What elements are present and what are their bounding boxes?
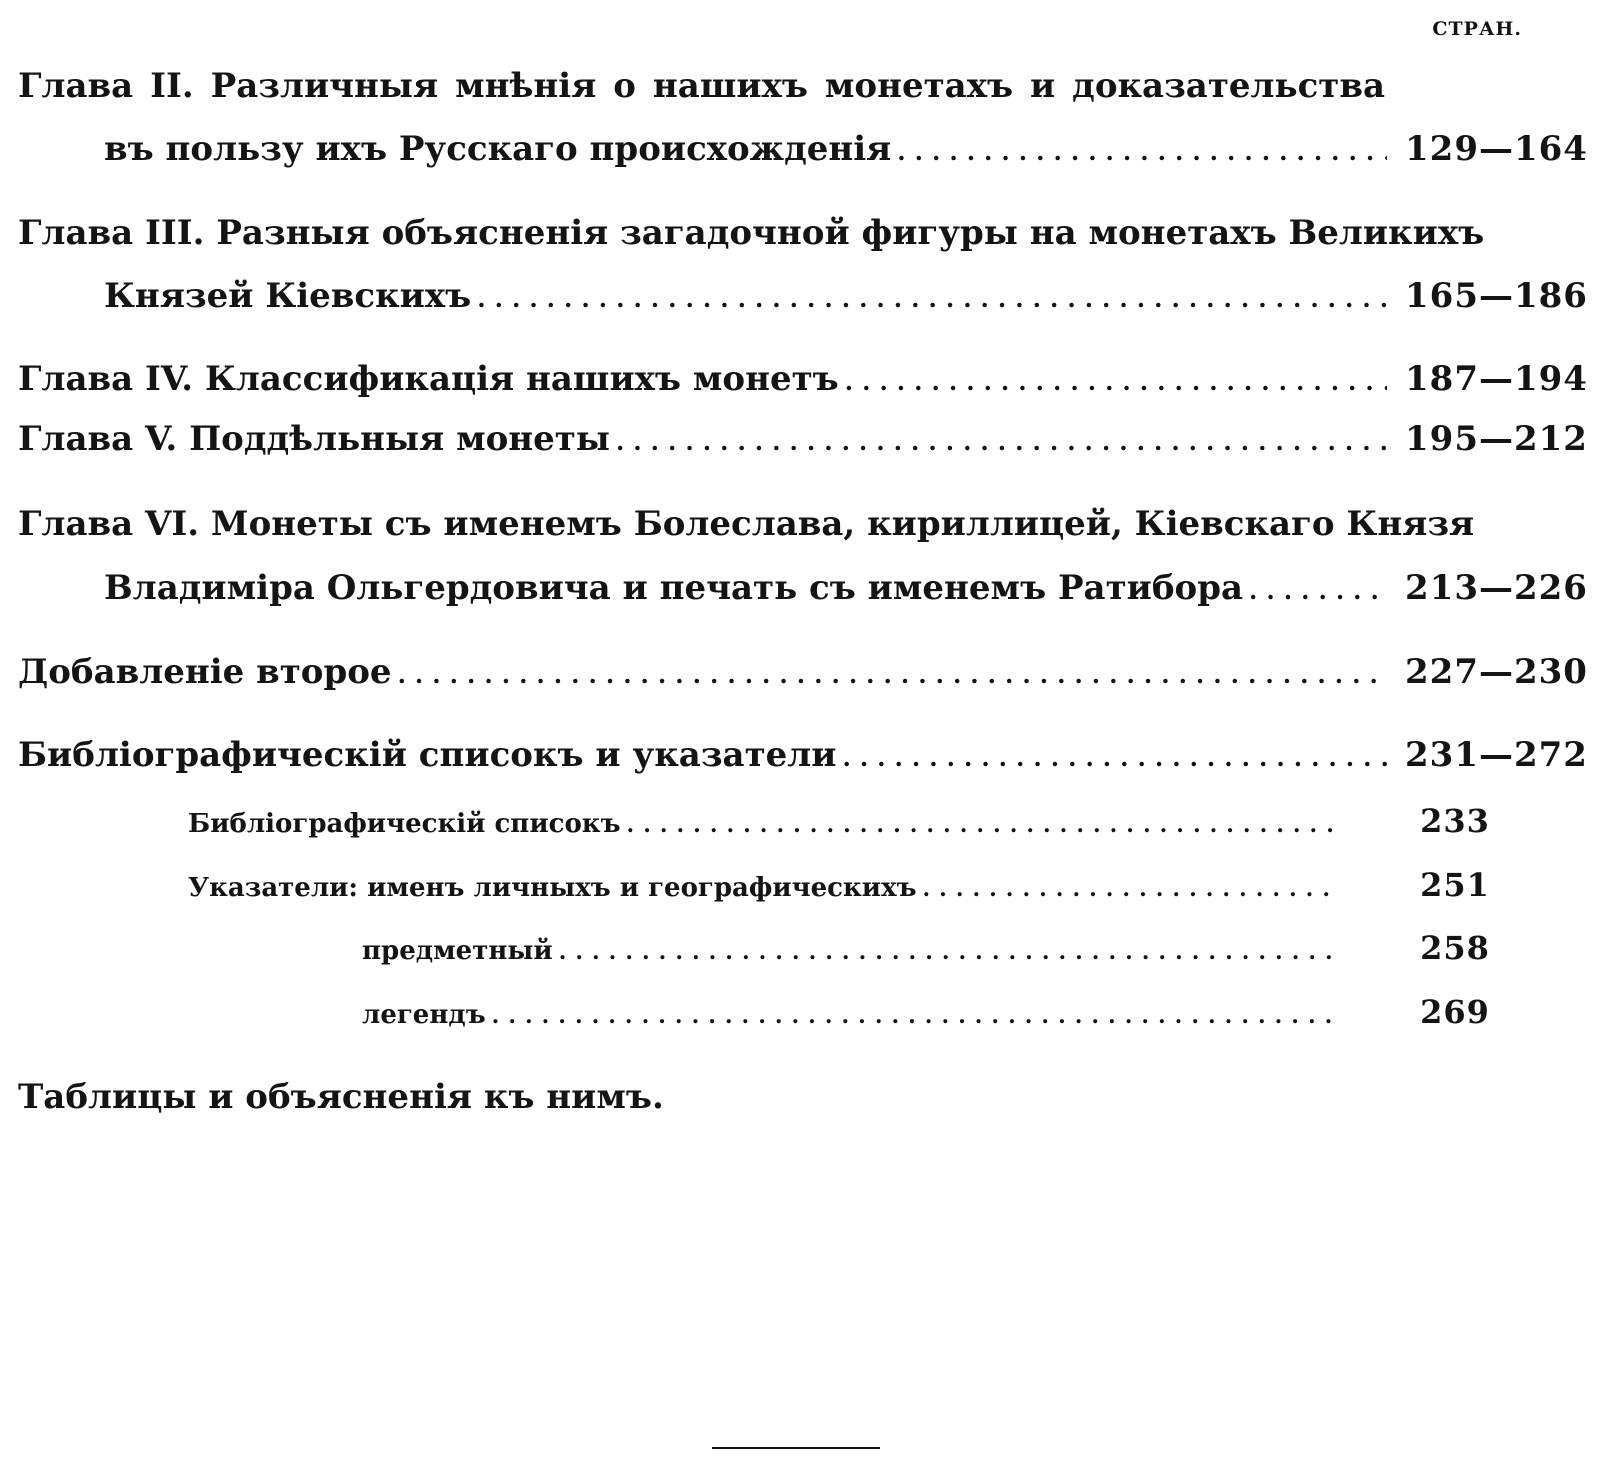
toc-entry-chapter-2-line1 — [18, 66, 1570, 114]
leader-dots — [897, 137, 1387, 166]
toc-entry-chapter-6-line2 — [104, 568, 1588, 616]
closing-rule — [712, 1447, 880, 1449]
toc-entry-pages: 165—186 — [1405, 276, 1588, 316]
toc-subentry-bibliography-list — [188, 802, 1570, 842]
toc-subentry-title: легендъ — [362, 1000, 486, 1030]
toc-entry-title-cont: въ пользу ихъ Русскаго происхожденія — [104, 129, 892, 169]
toc-entry-title: Глава III. Разныя объясненія загадочной фигуры на монетахъ Великихъ — [18, 213, 1485, 253]
toc-subentry-index-subject — [362, 929, 1570, 969]
toc-subentry-pages: 269 — [1420, 993, 1490, 1031]
toc-subentry-title: предметный — [362, 936, 553, 966]
toc-entry-title: Глава V. Поддѣльныя монеты — [18, 419, 610, 459]
toc-entry-title-cont: Князей Кіевскихъ — [104, 276, 472, 316]
toc-entry-title: Глава IV. Классификація нашихъ монетъ — [18, 359, 839, 399]
toc-entry-title: Глава II. Различныя мнѣнія о нашихъ монетахъ и доказательства — [18, 66, 1385, 106]
toc-entry-pages: 227—230 — [1405, 652, 1588, 692]
leader-dots — [842, 743, 1387, 772]
toc-entry-appendix-2 — [18, 652, 1588, 700]
toc-entry-pages: 195—212 — [1405, 419, 1588, 459]
leader-dots — [1249, 576, 1387, 605]
toc-entry-title-cont: Владиміра Ольгердовича и печать съ именемъ Ратибора — [104, 568, 1244, 608]
toc-entry-chapter-2-line2 — [104, 129, 1588, 177]
toc-subentry-index-legends — [362, 993, 1570, 1033]
toc-entry-pages: 213—226 — [1405, 568, 1588, 608]
leader-dots — [559, 939, 1340, 965]
toc-entry-pages: 129—164 — [1405, 129, 1588, 169]
toc-subentry-pages: 258 — [1420, 929, 1490, 967]
toc-entry-pages: 231—272 — [1405, 735, 1588, 775]
toc-entry-title: Добавленіе второе — [18, 652, 392, 692]
toc-entry-chapter-5 — [18, 419, 1588, 467]
page-column-label: СТРАН. — [1432, 18, 1522, 40]
toc-subentry-title: Библіографическій списокъ — [188, 809, 621, 839]
toc-entry-title: Библіографическій списокъ и указатели — [18, 735, 837, 775]
leader-dots — [845, 367, 1387, 396]
toc-subentry-pages: 251 — [1420, 866, 1490, 904]
leader-dots — [398, 660, 1387, 689]
toc-entry-chapter-3-line2 — [104, 276, 1588, 324]
leader-dots — [923, 876, 1340, 902]
toc-entry-chapter-3-line1 — [18, 213, 1570, 261]
toc-entry-bibliography — [18, 735, 1588, 783]
toc-subentry-pages: 233 — [1420, 802, 1490, 840]
toc-entry-chapter-4 — [18, 359, 1588, 407]
toc-subentry-title: Указатели: именъ личныхъ и географическихъ — [188, 873, 917, 903]
toc-entry-title: Глава VI. Монеты съ именемъ Болеслава, кириллицей, Кіевскаго Князя — [18, 504, 1475, 544]
toc-entry-chapter-6-line1 — [18, 504, 1570, 552]
leader-dots — [477, 284, 1387, 313]
leader-dots — [616, 427, 1387, 456]
toc-entry-tables: Таблицы и объясненія къ нимъ. — [18, 1077, 664, 1117]
toc-subentry-index-names — [188, 866, 1570, 906]
toc-entry-pages: 187—194 — [1405, 359, 1588, 399]
leader-dots — [492, 1003, 1340, 1029]
leader-dots — [627, 812, 1340, 838]
